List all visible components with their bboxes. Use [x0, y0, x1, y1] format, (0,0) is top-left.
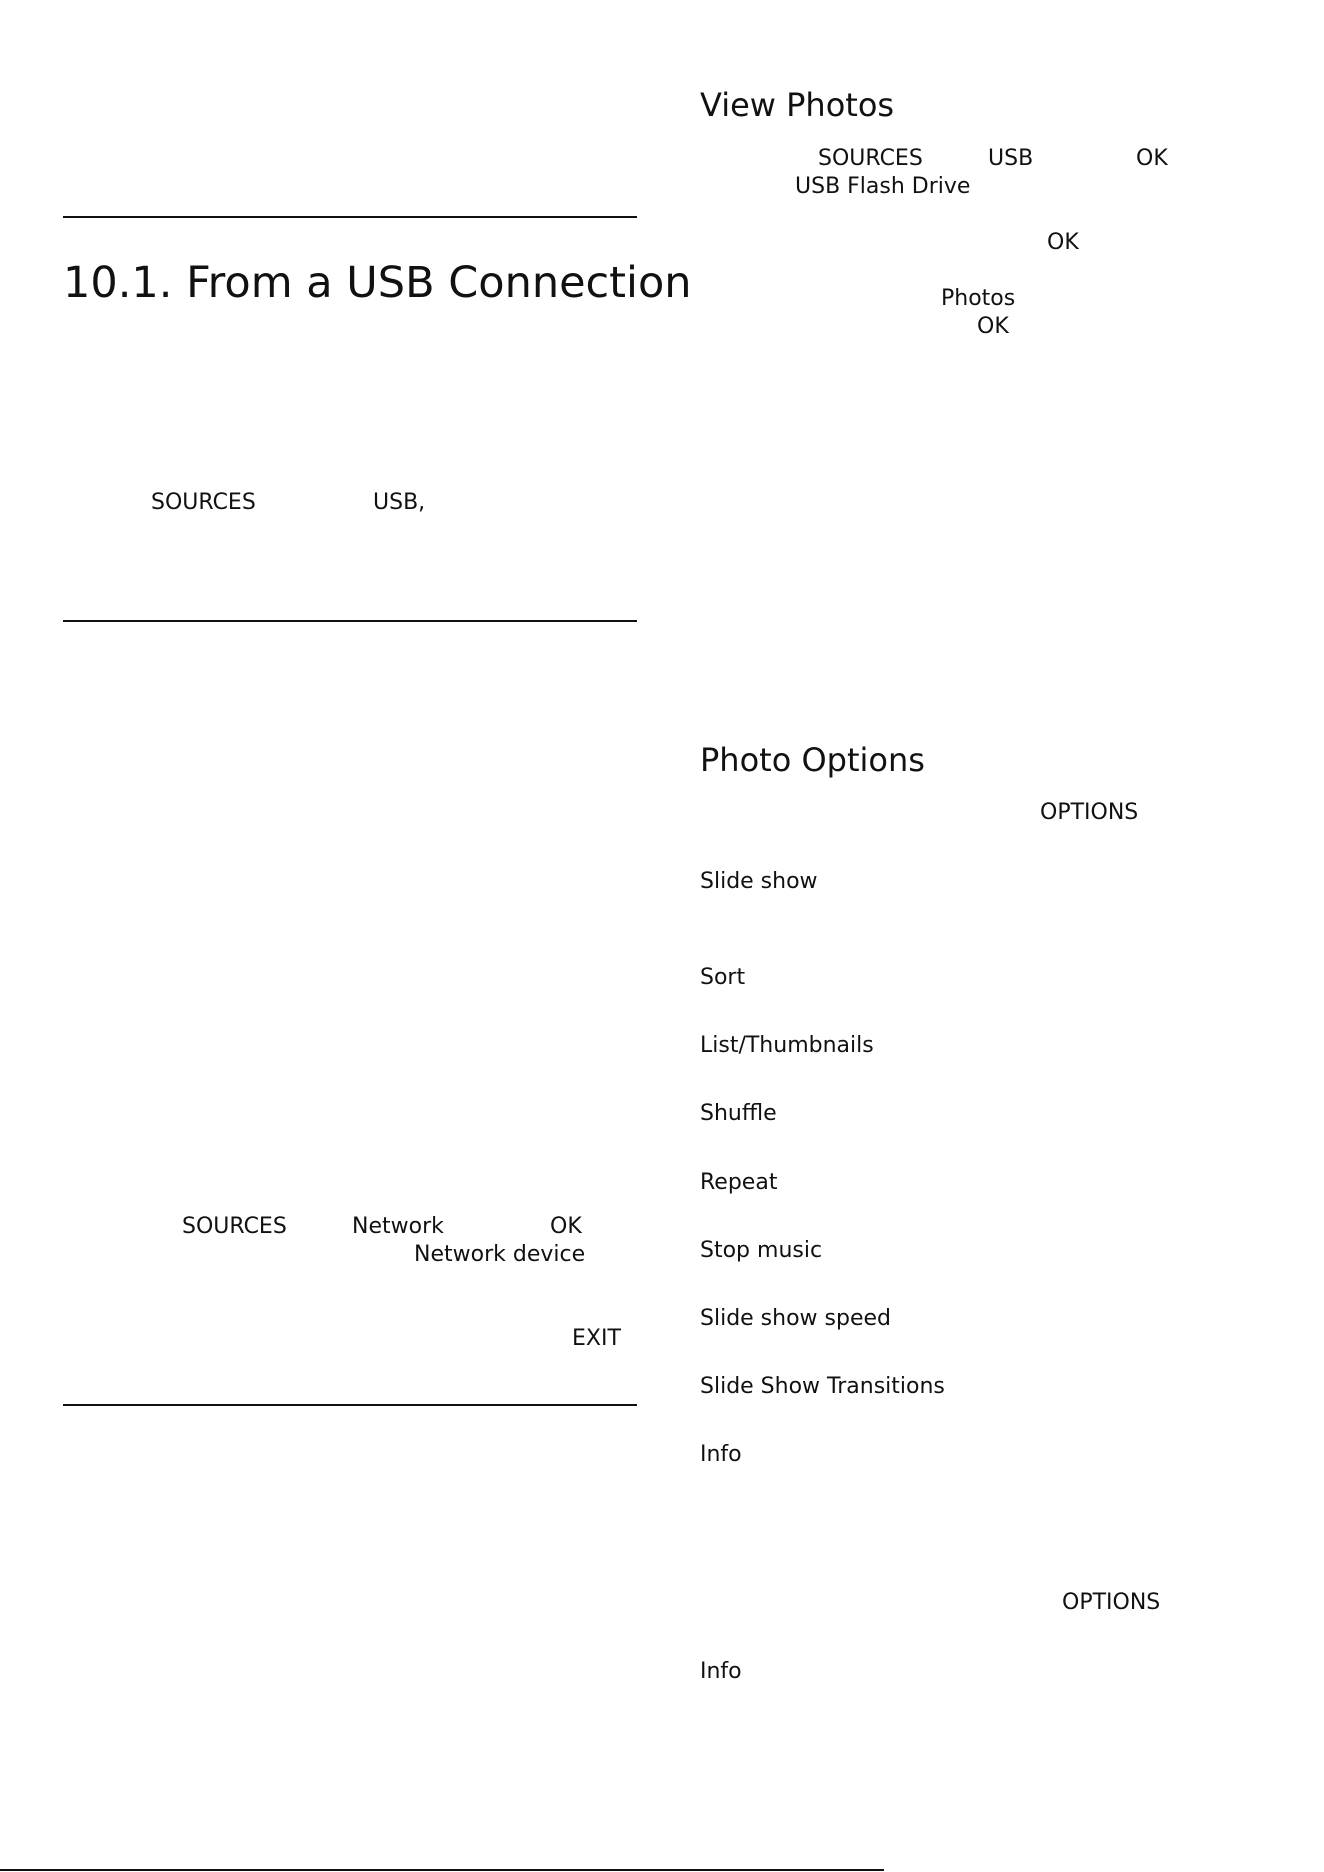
option-sort: Sort: [700, 965, 746, 990]
section-heading: 10.1. From a USB Connection: [63, 258, 692, 308]
sources-key-label: SOURCES: [151, 490, 256, 515]
option-shuffle: Shuffle: [700, 1101, 777, 1126]
option-stop-music: Stop music: [700, 1238, 823, 1263]
network-sources-key-label: SOURCES: [182, 1214, 287, 1239]
network-ok-key-label: OK: [550, 1214, 582, 1239]
network-device-label: Network device: [414, 1242, 586, 1267]
options-key-label-2: OPTIONS: [1062, 1590, 1161, 1615]
page-bottom-rule: [0, 1869, 884, 1871]
option-slide-show: Slide show: [700, 869, 818, 894]
option-list-thumbnails: List/Thumbnails: [700, 1033, 874, 1058]
options-key-label: OPTIONS: [1040, 800, 1139, 825]
divider-rule-1: [63, 216, 637, 218]
view-photos-ok-label-3: OK: [977, 314, 1009, 339]
view-photos-heading: View Photos: [700, 86, 895, 124]
option-slide-show-speed: Slide show speed: [700, 1306, 891, 1331]
view-photos-ok-label-1: OK: [1136, 146, 1168, 171]
divider-rule-2: [63, 620, 637, 622]
option-repeat: Repeat: [700, 1170, 778, 1195]
option-info: Info: [700, 1442, 742, 1467]
exit-key-label: EXIT: [572, 1326, 621, 1351]
divider-rule-3: [63, 1404, 637, 1406]
view-photos-sources-label: SOURCES: [818, 146, 923, 171]
network-key-label: Network: [352, 1214, 444, 1239]
photos-label: Photos: [941, 286, 1016, 311]
option-info-2: Info: [700, 1659, 742, 1684]
usb-flash-drive-label: USB Flash Drive: [795, 174, 971, 199]
photo-options-heading: Photo Options: [700, 741, 925, 779]
usb-key-label: USB,: [373, 490, 426, 515]
option-slide-show-transitions: Slide Show Transitions: [700, 1374, 945, 1399]
view-photos-usb-label: USB: [988, 146, 1034, 171]
view-photos-ok-label-2: OK: [1047, 230, 1079, 255]
